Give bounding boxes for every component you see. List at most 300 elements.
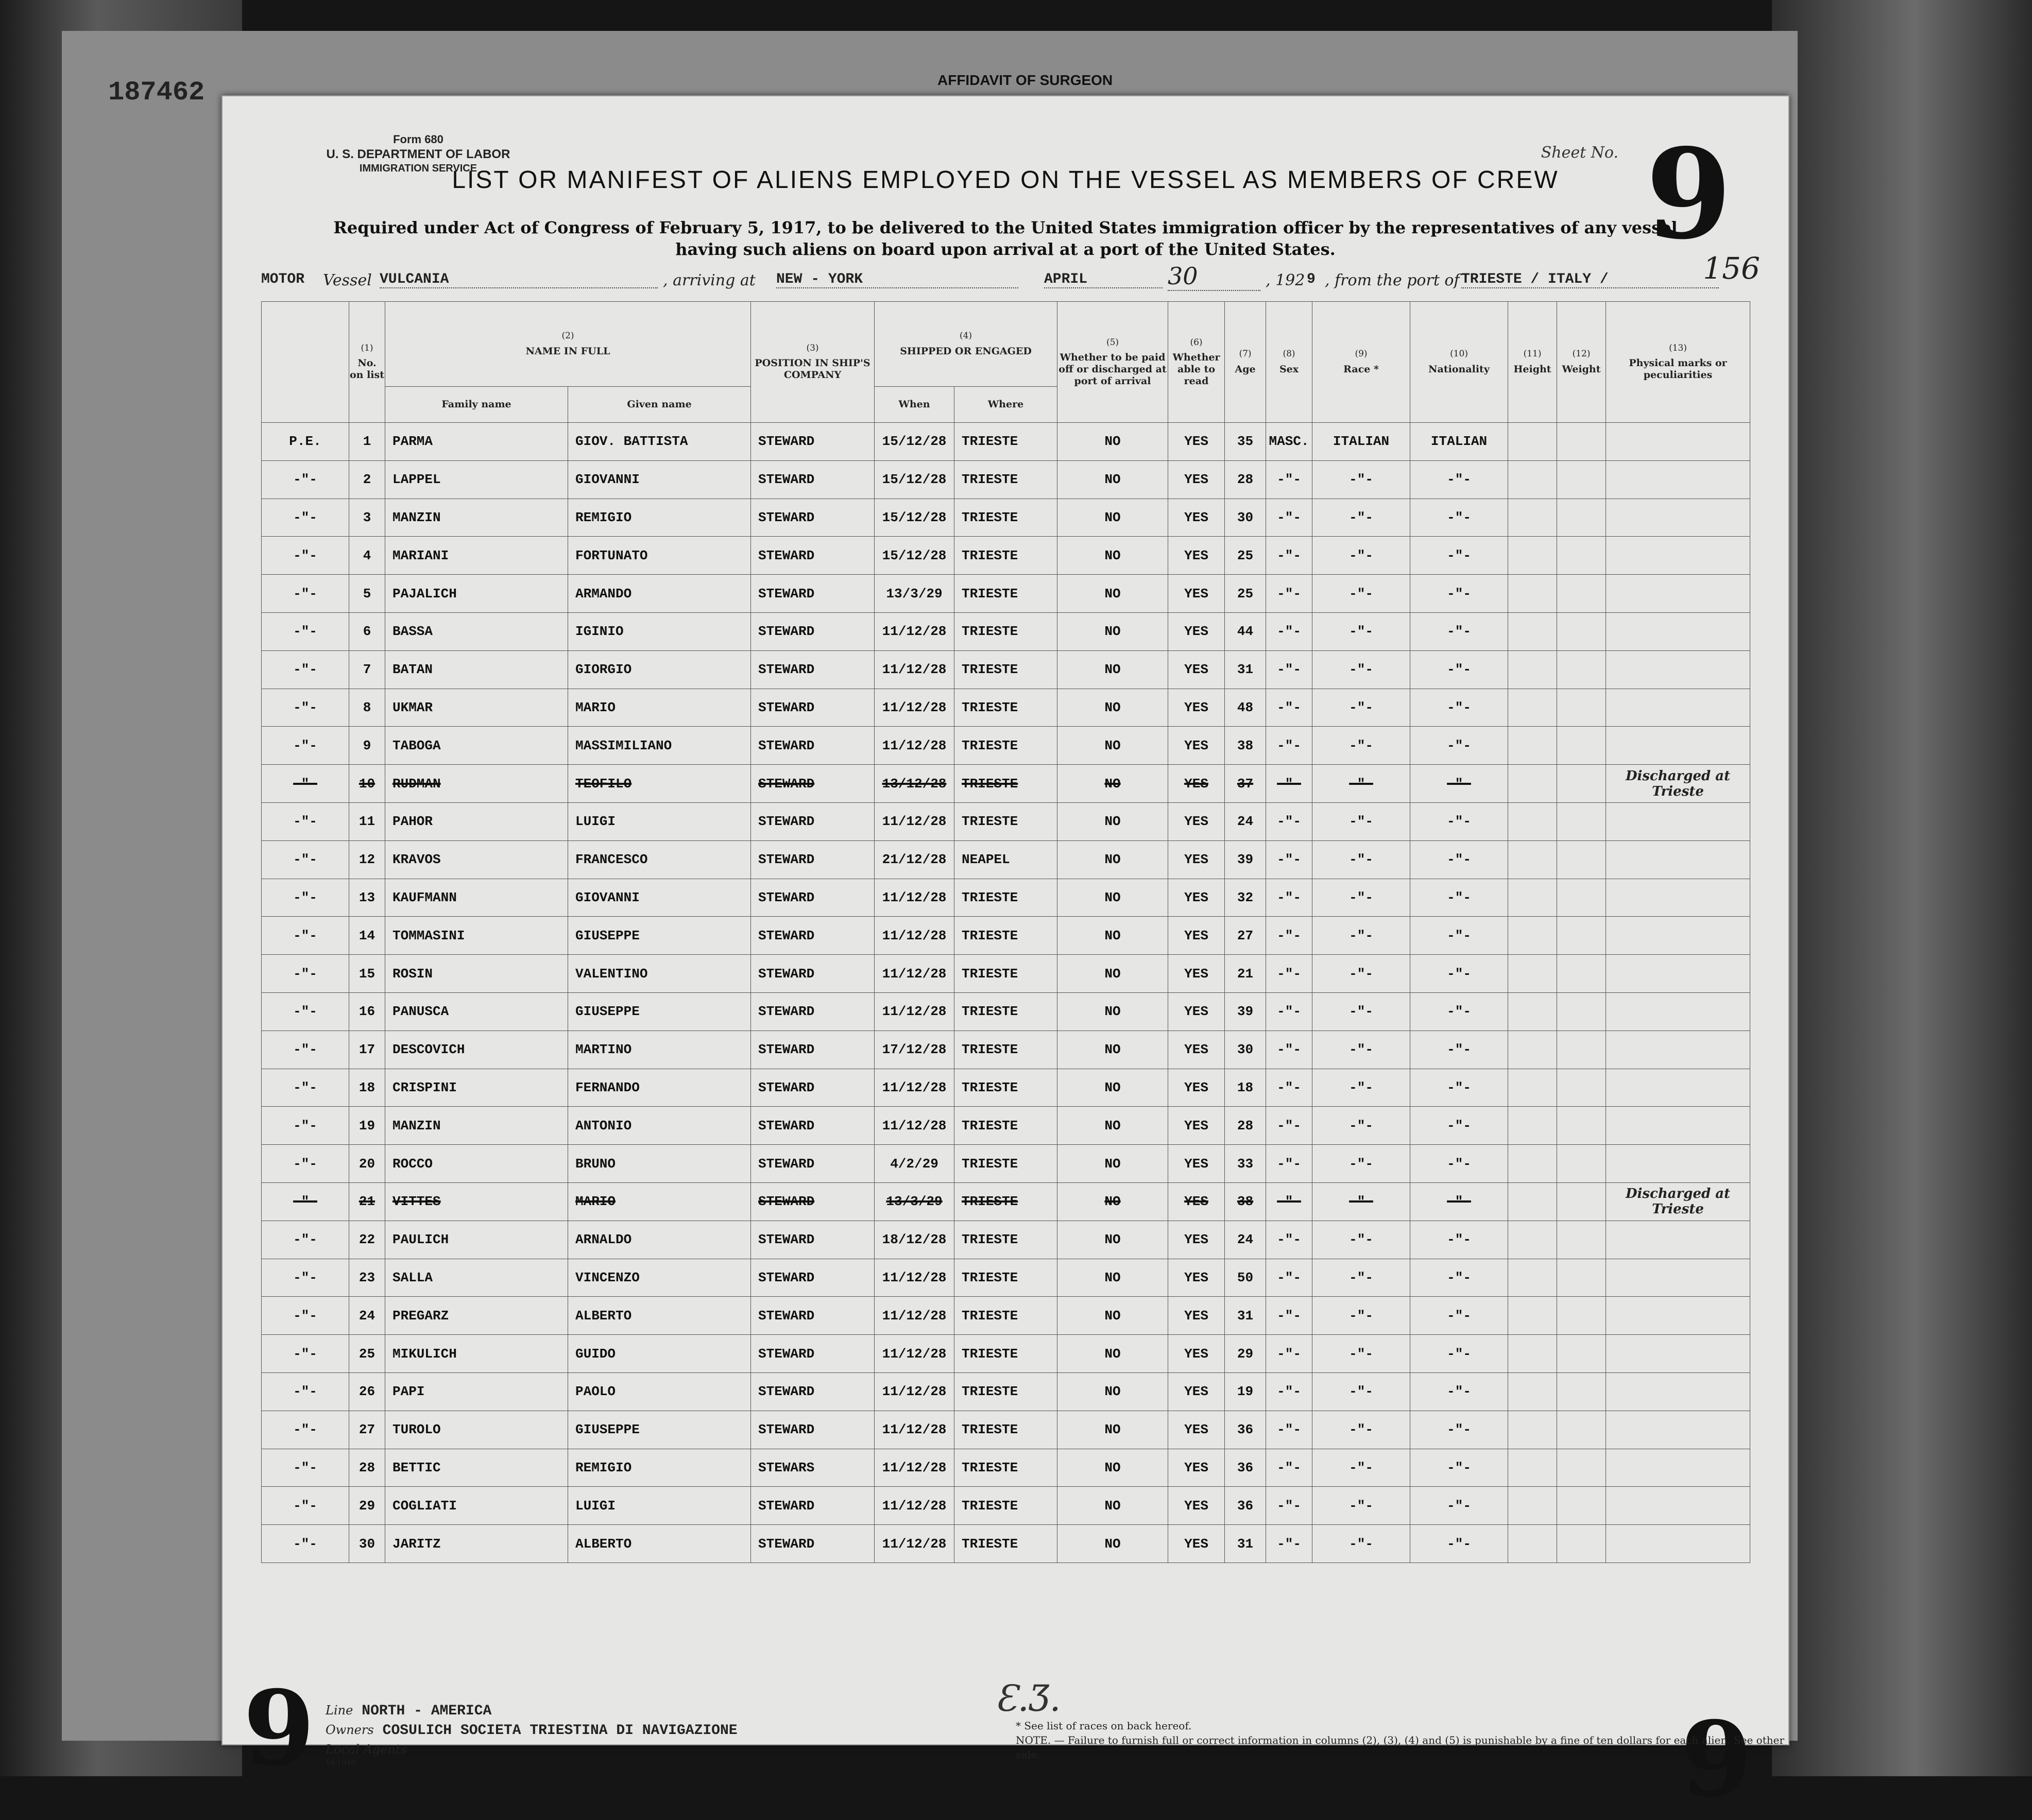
table-row [262, 1182, 1750, 1221]
shipped-when-cell: 11/12/28 [875, 917, 954, 955]
age-cell: 50 [1225, 1259, 1266, 1297]
line-value: NORTH - AMERICA [362, 1703, 492, 1719]
shipped-where-cell: TRIESTE [954, 1221, 1057, 1259]
physical-marks-cell [1606, 955, 1750, 993]
race-cell: -"- [1312, 650, 1410, 689]
given-name-cell: VINCENZO [568, 1259, 751, 1297]
table-row [262, 423, 1750, 461]
row-number-cell: 26 [349, 1372, 385, 1411]
position-cell: STEWARD [751, 689, 875, 727]
position-cell: STEWARD [751, 1145, 875, 1183]
given-name-cell: TEOFILO [568, 765, 751, 803]
family-name-cell: RUDMAN [385, 765, 568, 803]
col-height-header: (11) Height [1508, 302, 1557, 423]
col-when-header: When [875, 387, 954, 423]
physical-marks-cell [1606, 1487, 1750, 1525]
given-name-cell: FERNANDO [568, 1069, 751, 1107]
given-name-cell: MARIO [568, 689, 751, 727]
table-row [262, 1221, 1750, 1259]
family-name-cell: ROCCO [385, 1145, 568, 1183]
given-name-cell: LUIGI [568, 1487, 751, 1525]
row-mark-cell: -"- [262, 1525, 349, 1563]
manifest-subtitle: Required under Act of Congress of February 5, 1917, to be delivered to the United States immigration officer by the representatives of any vessel having such aliens on board upon arrival at a port of the United States. [333, 218, 1678, 259]
row-mark-cell: -"- [262, 1411, 349, 1449]
sex-cell: -"- [1266, 1487, 1312, 1525]
height-cell [1508, 1031, 1557, 1069]
height-cell [1508, 1107, 1557, 1145]
position-cell: STEWARD [751, 1335, 875, 1373]
race-cell: -"- [1312, 1411, 1410, 1449]
col-where-header: Where [954, 387, 1057, 423]
row-mark-cell: -"- [262, 1372, 349, 1411]
table-row [262, 1487, 1750, 1525]
row-number-cell: 12 [349, 840, 385, 879]
family-name-cell: VITTES [385, 1182, 568, 1221]
nationality-cell: -"- [1410, 802, 1508, 840]
physical-marks-cell [1606, 727, 1750, 765]
shipped-where-cell: TRIESTE [954, 802, 1057, 840]
table-row [262, 1335, 1750, 1373]
age-cell: 35 [1225, 423, 1266, 461]
shipped-when-cell: 13/12/28 [875, 765, 954, 803]
height-cell [1508, 1221, 1557, 1259]
paid-off-cell: NO [1057, 1487, 1168, 1525]
col-race-header: (9) Race * [1312, 302, 1410, 423]
shipped-where-cell: TRIESTE [954, 1259, 1057, 1297]
weight-cell [1557, 1145, 1606, 1183]
shipped-where-cell: TRIESTE [954, 650, 1057, 689]
table-row [262, 955, 1750, 993]
sex-cell: -"- [1266, 1297, 1312, 1335]
given-name-cell: MASSIMILIANO [568, 727, 751, 765]
paid-off-cell: NO [1057, 612, 1168, 650]
height-cell [1508, 537, 1557, 575]
shipped-where-cell: TRIESTE [954, 1487, 1057, 1525]
nationality-cell: -"- [1410, 1335, 1508, 1373]
height-cell [1508, 1411, 1557, 1449]
row-mark-cell: -"- [262, 575, 349, 613]
given-name-cell: IGINIO [568, 612, 751, 650]
height-cell [1508, 802, 1557, 840]
row-number-cell: 21 [349, 1182, 385, 1221]
row-mark-cell: -"- [262, 650, 349, 689]
row-mark-cell: -"- [262, 1221, 349, 1259]
shipped-where-cell: TRIESTE [954, 1182, 1057, 1221]
nationality-cell: -"- [1410, 955, 1508, 993]
shipped-when-cell: 11/12/28 [875, 1335, 954, 1373]
table-row [262, 612, 1750, 650]
weight-cell [1557, 727, 1606, 765]
paid-off-cell: NO [1057, 917, 1168, 955]
shipped-when-cell: 11/12/28 [875, 1411, 954, 1449]
able-to-read-cell: YES [1168, 992, 1225, 1031]
row-number-cell: 20 [349, 1145, 385, 1183]
age-cell: 30 [1225, 1031, 1266, 1069]
paid-off-cell: NO [1057, 879, 1168, 917]
race-cell: -"- [1312, 955, 1410, 993]
age-cell: 21 [1225, 955, 1266, 993]
weight-cell [1557, 1182, 1606, 1221]
position-cell: STEWARD [751, 1069, 875, 1107]
arriving-label: , arriving at [663, 271, 756, 289]
row-mark-cell: -"- [262, 1069, 349, 1107]
row-mark-cell: -"- [262, 689, 349, 727]
shipped-where-cell: TRIESTE [954, 689, 1057, 727]
given-name-cell: PAOLO [568, 1372, 751, 1411]
family-name-cell: PANUSCA [385, 992, 568, 1031]
sex-cell: -"- [1266, 575, 1312, 613]
physical-marks-cell [1606, 650, 1750, 689]
height-cell [1508, 1297, 1557, 1335]
nationality-cell: -"- [1410, 612, 1508, 650]
position-cell: STEWARD [751, 1525, 875, 1563]
race-cell: -"- [1312, 460, 1410, 499]
row-number-cell: 11 [349, 802, 385, 840]
row-mark-cell: -"- [262, 879, 349, 917]
sex-cell: -"- [1266, 1259, 1312, 1297]
position-cell: STEWARD [751, 840, 875, 879]
shipped-when-cell: 11/12/28 [875, 879, 954, 917]
row-number-cell: 9 [349, 727, 385, 765]
family-name-cell: MIKULICH [385, 1335, 568, 1373]
row-number-cell: 3 [349, 499, 385, 537]
nationality-cell: -"- [1410, 537, 1508, 575]
nationality-cell: -"- [1410, 1411, 1508, 1449]
able-to-read-cell: YES [1168, 727, 1225, 765]
col-name-header: (2) NAME IN FULL [385, 302, 751, 387]
row-number-cell: 17 [349, 1031, 385, 1069]
position-cell: STEWARD [751, 1259, 875, 1297]
physical-marks-cell: Discharged at Trieste [1606, 1182, 1750, 1221]
nationality-cell: -"- [1410, 879, 1508, 917]
age-cell: 31 [1225, 1525, 1266, 1563]
row-mark-cell: -"- [262, 917, 349, 955]
shipped-when-cell: 13/3/29 [875, 575, 954, 613]
physical-marks-cell [1606, 1031, 1750, 1069]
physical-marks-cell [1606, 575, 1750, 613]
race-cell: -"- [1312, 1031, 1410, 1069]
nationality-cell: -"- [1410, 917, 1508, 955]
position-cell: STEWARD [751, 879, 875, 917]
height-cell [1508, 879, 1557, 917]
paid-off-cell: NO [1057, 537, 1168, 575]
family-name-cell: PAJALICH [385, 575, 568, 613]
sex-cell: -"- [1266, 1031, 1312, 1069]
col-nationality-header: (10) Nationality [1410, 302, 1508, 423]
paid-off-cell: NO [1057, 575, 1168, 613]
shipped-when-cell: 15/12/28 [875, 499, 954, 537]
sex-cell: -"- [1266, 460, 1312, 499]
able-to-read-cell: YES [1168, 1487, 1225, 1525]
department-name: U. S. DEPARTMENT OF LABOR [326, 147, 510, 161]
position-cell: STEWARD [751, 1031, 875, 1069]
table-row [262, 879, 1750, 917]
form-code: 14-1940 [326, 1759, 356, 1767]
race-cell: -"- [1312, 1259, 1410, 1297]
paid-off-cell: NO [1057, 650, 1168, 689]
given-name-cell: FRANCESCO [568, 840, 751, 879]
shipped-when-cell: 11/12/28 [875, 650, 954, 689]
row-number-cell: 25 [349, 1335, 385, 1373]
owners-label: Owners [326, 1723, 374, 1737]
able-to-read-cell: YES [1168, 612, 1225, 650]
nationality-cell: -"- [1410, 1372, 1508, 1411]
nationality-cell: -"- [1410, 499, 1508, 537]
physical-marks-cell [1606, 499, 1750, 537]
height-cell [1508, 689, 1557, 727]
sex-cell: -"- [1266, 802, 1312, 840]
row-mark-cell: -"- [262, 955, 349, 993]
given-name-cell: MARIO [568, 1182, 751, 1221]
race-cell: -"- [1312, 1525, 1410, 1563]
back-sheet-number: 187462 [108, 77, 205, 108]
paid-off-cell: NO [1057, 765, 1168, 803]
sex-cell: -"- [1266, 727, 1312, 765]
able-to-read-cell: YES [1168, 537, 1225, 575]
race-cell: -"- [1312, 992, 1410, 1031]
nationality-cell: -"- [1410, 1487, 1508, 1525]
table-row [262, 1372, 1750, 1411]
owners-value: COSULICH SOCIETA TRIESTINA DI NAVIGAZIONE [382, 1723, 738, 1739]
shipped-where-cell: TRIESTE [954, 1449, 1057, 1487]
col-family-name-header: Family name [385, 387, 568, 423]
sheet-number: 9 [1646, 122, 1732, 267]
position-cell: STEWARD [751, 499, 875, 537]
row-number-cell: 5 [349, 575, 385, 613]
manifest-page [221, 95, 1789, 1820]
weight-cell [1557, 1449, 1606, 1487]
physical-marks-cell [1606, 423, 1750, 461]
vessel-name: VULCANIA [380, 271, 658, 288]
position-cell: STEWARD [751, 1107, 875, 1145]
agents-label: Local Agents [326, 1742, 407, 1757]
table-row [262, 1297, 1750, 1335]
row-number-cell: 23 [349, 1259, 385, 1297]
sex-cell: -"- [1266, 1525, 1312, 1563]
penalty-note: NOTE. — Failure to furnish full or correct information in columns (2), (3), (4) and (5) is punishable by a fine of ten dollars for each alien. See other side. [1016, 1734, 1785, 1761]
race-cell: -"- [1312, 840, 1410, 879]
nationality-cell: ITALIAN [1410, 423, 1508, 461]
shipped-where-cell: TRIESTE [954, 423, 1057, 461]
given-name-cell: BRUNO [568, 1145, 751, 1183]
row-mark-cell: -"- [262, 1107, 349, 1145]
height-cell [1508, 1069, 1557, 1107]
able-to-read-cell: YES [1168, 650, 1225, 689]
position-cell: STEWARD [751, 802, 875, 840]
position-cell: STEWARD [751, 1411, 875, 1449]
form-number: Form 680 [393, 133, 443, 146]
table-row [262, 650, 1750, 689]
row-mark-cell: -"- [262, 802, 349, 840]
family-name-cell: PARMA [385, 423, 568, 461]
physical-marks-cell [1606, 802, 1750, 840]
family-name-cell: TOMMASINI [385, 917, 568, 955]
physical-marks-cell [1606, 879, 1750, 917]
shipped-where-cell: TRIESTE [954, 460, 1057, 499]
shipped-when-cell: 11/12/28 [875, 1372, 954, 1411]
age-cell: 31 [1225, 1297, 1266, 1335]
race-cell: -"- [1312, 1145, 1410, 1183]
paid-off-cell: NO [1057, 689, 1168, 727]
given-name-cell: GIUSEPPE [568, 992, 751, 1031]
row-number-cell: 8 [349, 689, 385, 727]
row-mark-cell: -"- [262, 1031, 349, 1069]
height-cell [1508, 575, 1557, 613]
race-cell: -"- [1312, 1449, 1410, 1487]
row-mark-cell: -"- [262, 1487, 349, 1525]
given-name-cell: GIOV. BATTISTA [568, 423, 751, 461]
weight-cell [1557, 689, 1606, 727]
paid-off-cell: NO [1057, 955, 1168, 993]
age-cell: 38 [1225, 1182, 1266, 1221]
shipped-where-cell: TRIESTE [954, 992, 1057, 1031]
sex-cell: MASC. [1266, 423, 1312, 461]
nationality-cell: -"- [1410, 1297, 1508, 1335]
sex-cell: -"- [1266, 689, 1312, 727]
able-to-read-cell: YES [1168, 1069, 1225, 1107]
paid-off-cell: NO [1057, 1297, 1168, 1335]
row-mark-cell: -"- [262, 840, 349, 879]
paid-off-cell: NO [1057, 1145, 1168, 1183]
given-name-cell: ALBERTO [568, 1297, 751, 1335]
able-to-read-cell: YES [1168, 689, 1225, 727]
age-cell: 28 [1225, 1107, 1266, 1145]
physical-marks-cell [1606, 1449, 1750, 1487]
race-cell: -"- [1312, 1182, 1410, 1221]
given-name-cell: GIUSEPPE [568, 917, 751, 955]
family-name-cell: TABOGA [385, 727, 568, 765]
race-cell: -"- [1312, 1069, 1410, 1107]
able-to-read-cell: YES [1168, 499, 1225, 537]
family-name-cell: KRAVOS [385, 840, 568, 879]
nationality-cell: -"- [1410, 1221, 1508, 1259]
position-cell: STEWARD [751, 917, 875, 955]
shipped-where-cell: TRIESTE [954, 1525, 1057, 1563]
sex-cell: -"- [1266, 879, 1312, 917]
shipped-when-cell: 21/12/28 [875, 840, 954, 879]
nationality-cell: -"- [1410, 727, 1508, 765]
manifest-footer [326, 1703, 1785, 1767]
given-name-cell: REMIGIO [568, 499, 751, 537]
table-row [262, 840, 1750, 879]
able-to-read-cell: YES [1168, 1525, 1225, 1563]
age-cell: 37 [1225, 765, 1266, 803]
paid-off-cell: NO [1057, 1259, 1168, 1297]
race-cell: -"- [1312, 765, 1410, 803]
col-physical-marks-header: (13) Physical marks or peculiarities [1606, 302, 1750, 423]
shipped-where-cell: TRIESTE [954, 1145, 1057, 1183]
physical-marks-cell [1606, 917, 1750, 955]
weight-cell [1557, 765, 1606, 803]
row-mark-cell: -"- [262, 1259, 349, 1297]
paid-off-cell: NO [1057, 727, 1168, 765]
able-to-read-cell: YES [1168, 1107, 1225, 1145]
physical-marks-cell [1606, 1221, 1750, 1259]
physical-marks-cell [1606, 992, 1750, 1031]
age-cell: 24 [1225, 1221, 1266, 1259]
age-cell: 44 [1225, 612, 1266, 650]
table-row [262, 575, 1750, 613]
shipped-where-cell: TRIESTE [954, 1107, 1057, 1145]
table-row [262, 1031, 1750, 1069]
age-cell: 25 [1225, 537, 1266, 575]
shipped-where-cell: TRIESTE [954, 765, 1057, 803]
weight-cell [1557, 1107, 1606, 1145]
given-name-cell: GIOVANNI [568, 460, 751, 499]
height-cell [1508, 1449, 1557, 1487]
age-cell: 28 [1225, 460, 1266, 499]
shipped-when-cell: 11/12/28 [875, 955, 954, 993]
nationality-cell: -"- [1410, 1107, 1508, 1145]
col-weight-header: (12) Weight [1557, 302, 1606, 423]
paid-off-cell: NO [1057, 1221, 1168, 1259]
sex-cell: -"- [1266, 917, 1312, 955]
table-row [262, 1411, 1750, 1449]
able-to-read-cell: YES [1168, 1411, 1225, 1449]
nationality-cell: -"- [1410, 575, 1508, 613]
sex-cell: -"- [1266, 1372, 1312, 1411]
age-cell: 27 [1225, 917, 1266, 955]
race-cell: -"- [1312, 879, 1410, 917]
race-cell: -"- [1312, 499, 1410, 537]
shipped-where-cell: TRIESTE [954, 879, 1057, 917]
able-to-read-cell: YES [1168, 1372, 1225, 1411]
age-cell: 31 [1225, 650, 1266, 689]
races-note: * See list of races on back hereof. [1016, 1720, 1192, 1732]
row-number-cell: 24 [349, 1297, 385, 1335]
row-number-cell: 10 [349, 765, 385, 803]
physical-marks-cell [1606, 1411, 1750, 1449]
able-to-read-cell: YES [1168, 765, 1225, 803]
able-to-read-cell: YES [1168, 840, 1225, 879]
sex-cell: -"- [1266, 612, 1312, 650]
race-cell: -"- [1312, 689, 1410, 727]
height-cell [1508, 992, 1557, 1031]
table-row [262, 537, 1750, 575]
paid-off-cell: NO [1057, 1525, 1168, 1563]
race-cell: -"- [1312, 1297, 1410, 1335]
physical-marks-cell [1606, 1145, 1750, 1183]
weight-cell [1557, 499, 1606, 537]
given-name-cell: GIORGIO [568, 650, 751, 689]
able-to-read-cell: YES [1168, 1182, 1225, 1221]
shipped-when-cell: 11/12/28 [875, 1297, 954, 1335]
shipped-when-cell: 11/12/28 [875, 1525, 954, 1563]
row-number-cell: 19 [349, 1107, 385, 1145]
paid-off-cell: NO [1057, 802, 1168, 840]
age-cell: 25 [1225, 575, 1266, 613]
weight-cell [1557, 1411, 1606, 1449]
height-cell [1508, 840, 1557, 879]
weight-cell [1557, 423, 1606, 461]
race-cell: -"- [1312, 1335, 1410, 1373]
position-cell: STEWARD [751, 1182, 875, 1221]
arrival-day: 30 [1168, 262, 1260, 291]
col-age-header: (7) Age [1225, 302, 1266, 423]
age-cell: 36 [1225, 1411, 1266, 1449]
shipped-when-cell: 15/12/28 [875, 460, 954, 499]
physical-marks-cell [1606, 1335, 1750, 1373]
given-name-cell: MARTINO [568, 1031, 751, 1069]
paid-off-cell: NO [1057, 1335, 1168, 1373]
table-row [262, 1525, 1750, 1563]
position-cell: STEWARD [751, 955, 875, 993]
able-to-read-cell: YES [1168, 1221, 1225, 1259]
age-cell: 18 [1225, 1069, 1266, 1107]
row-number-cell: 4 [349, 537, 385, 575]
col-position-header: (3) POSITION IN SHIP'S COMPANY [751, 302, 875, 423]
shipped-when-cell: 11/12/28 [875, 1487, 954, 1525]
